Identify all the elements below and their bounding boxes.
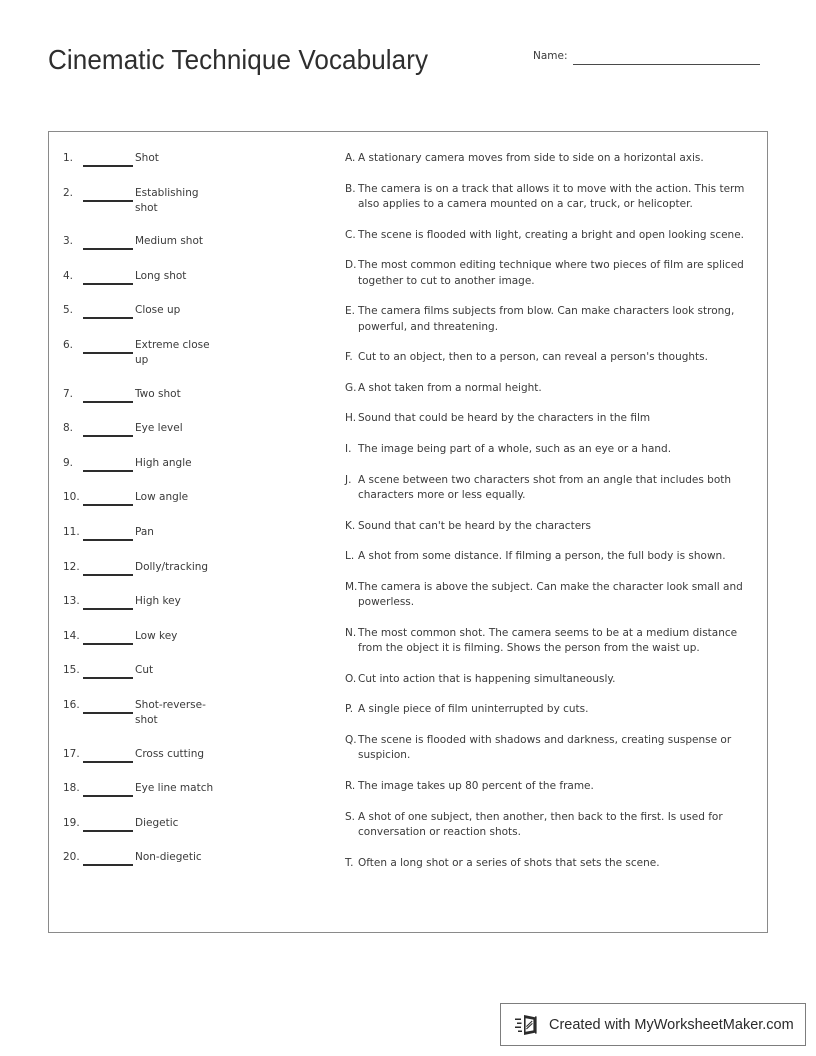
term-row [63,234,325,250]
term-row [63,747,325,763]
term-answer-blank[interactable] [83,594,133,610]
definition-row [345,626,757,657]
page-title: Cinematic Technique Vocabulary [48,44,429,75]
definition-letter: E. [345,305,355,318]
term-row [63,151,325,167]
term-label: Long shot [135,269,187,282]
definition-text: A scene between two characters shot from an angle that includes both characters more or less equally. [358,473,732,501]
definition-row [345,151,757,166]
term-answer-blank[interactable] [83,338,133,354]
definition-text: A shot from some distance. If filming a person, the full body is shown. [358,550,726,563]
term-label: High angle [135,456,192,469]
definition-text: Often a long shot or a series of shots that sets the scene. [358,856,660,869]
definition-row [345,810,757,841]
definition-letter: C. [345,228,356,241]
term-answer-blank[interactable] [83,421,133,437]
definition-row [345,381,757,396]
term-number: 12. [63,560,80,573]
definition-row [345,779,757,794]
definition-letter: O. [345,672,357,685]
term-row [63,663,325,679]
term-row [63,303,325,319]
terms-column [63,151,325,885]
definition-letter: R. [345,779,356,792]
term-label: Close up [135,304,181,317]
term-answer-blank[interactable] [83,560,133,576]
definition-letter: M. [345,580,358,593]
definition-text: The camera is above the subject. Can make the character look small and powerless. [358,580,743,609]
definition-letter: J. [345,473,352,486]
definition-letter: K. [345,519,356,532]
definition-text: The scene is flooded with shadows and darkness, creating suspense or suspicion. [358,733,732,762]
definition-text: The most common shot. The camera seems to be at a medium distance from the object it is filming. Shows the person from the waist up. [358,626,738,655]
term-number: 20. [63,851,80,864]
definition-text: A shot taken from a normal height. [358,381,542,394]
term-answer-blank[interactable] [83,781,133,797]
term-label: Establishing shot [135,186,199,214]
term-row [63,594,325,610]
term-label: Diegetic [135,816,179,829]
term-answer-blank[interactable] [83,663,133,679]
definition-text: The image takes up 80 percent of the frame. [358,779,594,792]
term-label: Dolly/tracking [135,560,209,573]
definition-text: Sound that can't be heard by the characters [358,519,591,532]
term-number: 19. [63,816,80,829]
term-number: 10. [63,491,80,504]
definition-letter: I. [345,442,352,455]
definition-row [345,519,757,534]
term-row [63,387,325,403]
term-row [63,850,325,866]
definition-row [345,182,757,213]
definition-text: The camera films subjects from blow. Can make characters look strong, powerful, and threatening. [358,305,735,333]
term-number: 8. [63,422,74,435]
name-input-line[interactable] [573,50,760,65]
term-number: 6. [63,338,74,351]
term-label: Eye line match [135,782,214,795]
term-label: Medium shot [135,235,203,248]
term-row [63,269,325,285]
footer-attribution-badge[interactable] [500,1003,806,1046]
term-answer-blank[interactable] [83,151,133,167]
term-label: Cross cutting [135,747,205,760]
definition-text: The scene is flooded with light, creating a bright and open looking scene. [358,228,744,241]
definition-letter: B. [345,182,356,195]
term-row [63,456,325,472]
definition-text: A single piece of film uninterrupted by cuts. [358,703,589,716]
worksheet-maker-logo-icon [515,1013,541,1037]
term-row [63,816,325,832]
term-number: 17. [63,747,80,760]
term-number: 18. [63,782,80,795]
term-answer-blank[interactable] [83,234,133,250]
term-label: Low angle [135,491,189,504]
term-row [63,781,325,797]
definition-letter: N. [345,626,357,639]
name-label: Name: [533,50,568,62]
definition-letter: H. [345,412,357,425]
term-answer-blank[interactable] [83,490,133,506]
term-label: Two shot [135,387,181,400]
term-row [63,421,325,437]
definition-text: The camera is on a track that allows it to move with the action. This term also applies to a camera mounted on a car, truck, or helicopter. [358,182,745,210]
definition-letter: D. [345,259,357,272]
term-row [63,698,325,728]
term-number: 5. [63,304,74,317]
definition-row [345,411,757,426]
term-label: Pan [135,525,154,538]
definition-text: The most common editing technique where two pieces of film are spliced together to cut to another image. [358,259,744,287]
definition-row [345,549,757,564]
term-answer-blank[interactable] [83,698,133,714]
definition-row [345,702,757,717]
term-number: 3. [63,235,74,248]
definition-letter: F. [345,351,353,364]
term-answer-blank[interactable] [83,816,133,832]
term-label: Cut [135,664,154,677]
definitions-column [345,151,757,886]
term-number: 11. [63,525,80,538]
definition-letter: A. [345,152,356,164]
term-number: 2. [63,186,74,199]
term-label: Low key [135,629,178,642]
term-answer-blank[interactable] [83,525,133,541]
definition-letter: L. [345,550,355,563]
term-row [63,186,325,216]
term-answer-blank[interactable] [83,269,133,285]
definition-row [345,228,757,243]
name-field-group [533,50,760,65]
term-answer-blank[interactable] [83,456,133,472]
definition-text: Sound that could be heard by the characters in the film [358,412,651,425]
term-number: 1. [63,152,74,164]
term-label: Non-diegetic [135,851,202,864]
definition-row [345,580,757,611]
definition-letter: T. [345,856,354,869]
definition-row [345,672,757,687]
definition-row [345,350,757,365]
term-row [63,560,325,576]
term-row [63,629,325,645]
definition-letter: S. [345,810,356,823]
definition-text: A stationary camera moves from side to side on a horizontal axis. [358,152,704,164]
definition-row [345,473,757,504]
term-number: 4. [63,269,74,282]
term-answer-blank[interactable] [83,186,133,202]
term-answer-blank[interactable] [83,303,133,319]
definition-text: Cut into action that is happening simultaneously. [358,672,616,685]
definition-row [345,258,757,289]
term-number: 9. [63,456,74,469]
definition-letter: P. [345,703,354,716]
term-answer-blank[interactable] [83,850,133,866]
term-row [63,525,325,541]
definition-row [345,856,757,871]
term-answer-blank[interactable] [83,387,133,403]
term-row [63,490,325,506]
footer-attribution-text: Created with MyWorksheetMaker.com [549,1016,794,1033]
term-label: Eye level [135,422,183,435]
term-answer-blank[interactable] [83,747,133,763]
definition-text: Cut to an object, then to a person, can reveal a person's thoughts. [358,351,708,364]
worksheet-content-box [48,131,768,933]
definition-text: A shot of one subject, then another, then back to the first. Is used for conversation or reaction shots. [358,810,723,838]
definition-text: The image being part of a whole, such as an eye or a hand. [358,442,672,455]
definition-letter: Q. [345,733,357,746]
term-label: Extreme close up [135,338,210,366]
term-label: High key [135,595,181,608]
term-number: 7. [63,387,74,400]
matching-columns [49,132,767,932]
definition-row [345,442,757,457]
term-row [63,338,325,368]
term-label: Shot-reverse-shot [135,698,206,726]
term-number: 15. [63,664,80,677]
definition-letter: G. [345,381,357,394]
term-number: 13. [63,595,80,608]
term-number: 14. [63,629,80,642]
term-number: 16. [63,698,80,711]
term-label: Shot [135,152,159,164]
definition-row [345,733,757,764]
term-answer-blank[interactable] [83,629,133,645]
definition-row [345,304,757,335]
page-header [0,0,816,131]
